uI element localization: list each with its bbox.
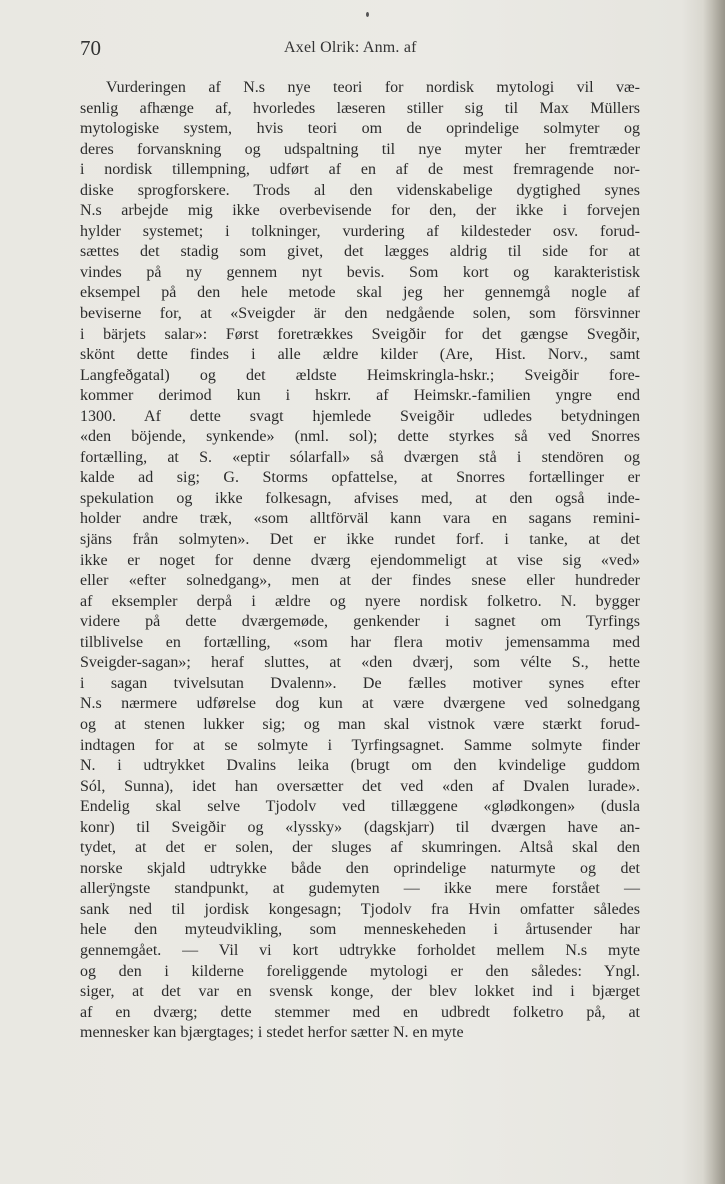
text-line: af eksempler derpå i ældre og nyere nordisk folketro. N. bygger bbox=[80, 592, 640, 610]
text-line: hele den myteudvikling, som menneskeheden i årtusender har bbox=[80, 921, 640, 939]
text-line: indtagen for at se solmyte i Tyrfingsagnet. Samme solmyte finder bbox=[80, 736, 640, 754]
text-line: eksempel på den hele metode skal jeg her gennemgå nogle af bbox=[80, 284, 640, 302]
text-line: og at stenen lukker sig; og man skal vistnok være stærkt forud- bbox=[80, 715, 640, 733]
text-line: kommer derimod kun i hskrr. af Heimskr.-familien yngre end bbox=[80, 387, 640, 405]
page-header bbox=[0, 36, 725, 66]
text-line: hylder systemet; i tolkninger, vurdering af kildesteder osv. forud- bbox=[80, 222, 640, 240]
text-line: spekulation og ikke folkesagn, afvises med, at den også inde- bbox=[80, 489, 640, 507]
text-line: vindes på ny gennem nyt bevis. Som kort og karakteristisk bbox=[80, 263, 640, 281]
text-line: sjäns från solmyten». Det er ikke rundet forf. i tanke, at det bbox=[80, 531, 640, 549]
text-line: videre på dette dværgemøde, genkender i sagnet om Tyrfings bbox=[80, 613, 640, 631]
text-line: tilblivelse en fortælling, «som har flera motiv jemensamma med bbox=[80, 633, 640, 651]
text-line: i sagan tvivelsutan Dvalenn». De fælles motiver synes efter bbox=[80, 674, 640, 692]
text-line: Langfeðgatal) og det ældste Heimskringla-hskr.; Sveigðir fore- bbox=[80, 366, 640, 384]
text-line: Vurderingen af N.s nye teori for nordisk mytologi vil væ- bbox=[106, 79, 640, 96]
text-line: af en dværg; dette stemmer med en udbredt folketro på, at bbox=[80, 1003, 640, 1021]
text-line: skönt dette findes i alle ældre kilder (Are, Hist. Norv., samt bbox=[80, 346, 640, 364]
text-line: i bärjets salar»: Først foretrækkes Sveigðir for det gængse Svegðir, bbox=[80, 325, 640, 343]
page-number: 70 bbox=[80, 36, 101, 60]
text-line: norske skjald udtrykke både den oprindelige naturmyte og det bbox=[80, 859, 640, 877]
text-line: «den böjende, synkende» (nml. sol); dette styrkes så ved Snorres bbox=[80, 428, 640, 446]
text-line: allerÿngste standpunkt, at gudemyten — ikke mere forstået — bbox=[80, 880, 640, 898]
text-line: kalde ad sig; G. Storms opfattelse, at Snorres fortællinger er bbox=[80, 469, 640, 487]
text-line: diske sprogforskere. Trods al den videnskabelige dygtighed synes bbox=[80, 181, 640, 199]
text-line: siger, at det var en svensk konge, der blev lokket ind i bjærget bbox=[80, 983, 640, 1001]
text-line: mennesker kan bjærgtages; i stedet herfor sætter N. en myte bbox=[80, 1024, 464, 1042]
text-line: Sól, Sunna), idet han oversætter det ved «den af Dvalen lurade». bbox=[80, 777, 640, 795]
text-line: og den i kilderne foreliggende mytologi er den således: Yngl. bbox=[80, 962, 640, 980]
ink-speck bbox=[366, 12, 369, 17]
text-line: eller «efter solnedgang», men at der findes snese eller hundreder bbox=[80, 572, 640, 590]
text-line: fortælling, at S. «eptir sólarfall» så dværgen stå i stendören og bbox=[80, 448, 640, 466]
text-line: sættes det stadig som givet, det lægges aldrig til side for at bbox=[80, 243, 640, 261]
text-line: Endelig skal selve Tjodolv ved tillæggene «glødkongen» (dusla bbox=[80, 798, 640, 816]
text-line: N.s arbejde mig ikke overbevisende for den, der ikke i forvejen bbox=[80, 202, 640, 220]
text-line: ikke er noget for denne dværg ejendommeligt at vise sig «ved» bbox=[80, 551, 640, 569]
page-edge-shadow bbox=[703, 0, 725, 1184]
text-line: N.s nærmere udførelse dog kun at være dværgene ved solnedgang bbox=[80, 695, 640, 713]
text-line: N. i udtrykket Dvalins leika (brugt om den kvindelige guddom bbox=[80, 757, 640, 775]
running-head: Axel Olrik: Anm. af bbox=[284, 39, 417, 56]
text-line: deres forvanskning og udspaltning til nye myter her fremtræder bbox=[80, 140, 640, 158]
text-line: beviserne for, at «Sveigder är den nedgående solen, som försvinner bbox=[80, 305, 640, 323]
text-line: konr) til Sveigðir og «lyssky» (dagskjarr) til dværgen have an- bbox=[80, 818, 640, 836]
text-line: Sveigder-sagan»; heraf sluttes, at «den dværj, som vélte S., hette bbox=[80, 654, 640, 672]
text-line: gennemgået. — Vil vi kort udtrykke forholdet mellem N.s myte bbox=[80, 941, 640, 959]
text-line: tydet, at det er solen, der sluges af skumringen. Altså skal den bbox=[80, 839, 640, 857]
text-line: i nordisk tillempning, udført af en af de mest fremragende nor- bbox=[80, 161, 640, 179]
text-line: senlig afhænge af, hvorledes læseren stiller sig til Max Müllers bbox=[80, 99, 640, 117]
text-line: mytologiske system, hvis teori om de oprindelige solmyter og bbox=[80, 120, 640, 138]
body-text bbox=[80, 78, 640, 1044]
text-line: 1300. Af dette svagt hjemlede Sveigðir udledes betydningen bbox=[80, 407, 640, 425]
text-line: sank ned til jordisk kongesagn; Tjodolv fra Hvin omfatter således bbox=[80, 900, 640, 918]
text-line: holder andre træk, «som alltförväl kann vara en sagans remini- bbox=[80, 510, 640, 528]
